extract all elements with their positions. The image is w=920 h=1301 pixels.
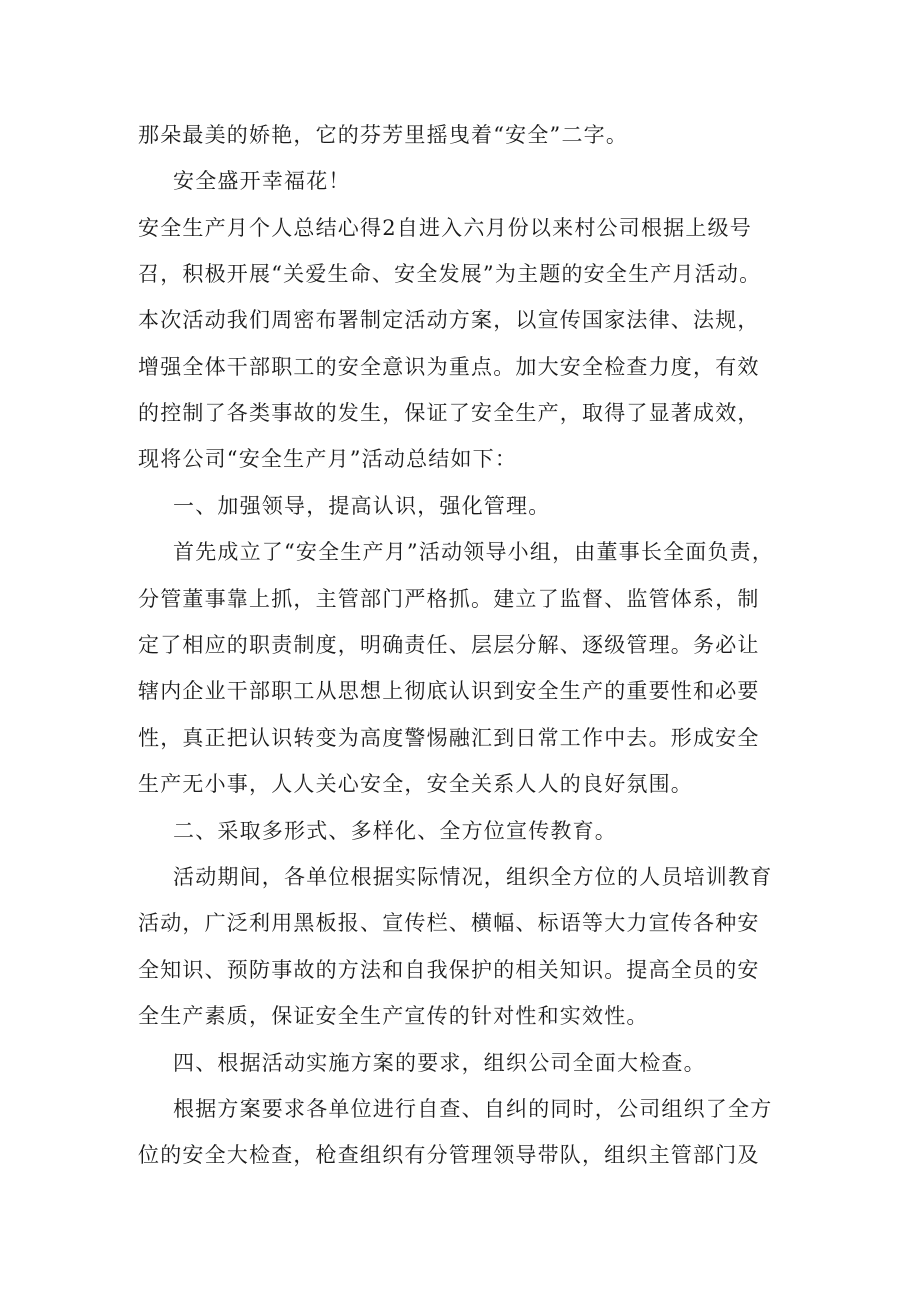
text-line: 现将公司“安全生产月”活动总结如下： <box>138 447 518 471</box>
text-line: 活动期间，各单位根据实际情况，组织全方位的人员培训教育 <box>173 865 773 889</box>
text-line: 生产无小事，人人关心安全，安全关系人人的良好氛围。 <box>138 772 693 796</box>
text-line: 增强全体干部职工的安全意识为重点。加大安全检查力度，有效 <box>138 355 760 379</box>
text-line: 辖内企业干部职工从思想上彻底认识到安全生产的重要性和必要 <box>138 679 760 703</box>
text-line: 位的安全大检查，枪查组织有分管理领导带队，组织主管部门及 <box>138 1143 760 1167</box>
section-heading: 一、加强领导，提高认识，强化管理。 <box>173 494 551 518</box>
text-line: 首先成立了“安全生产月”活动领导小组，由董事长全面负责， <box>173 540 775 564</box>
text-line: 那朵最美的娇艳，它的芬芳里摇曳着“安全”二字。 <box>138 123 629 147</box>
text-line: 全知识、预防事故的方法和自我保护的相关知识。提高全员的安 <box>138 958 760 982</box>
text-line: 定了相应的职责制度，明确责任、层层分解、逐级管理。务必让 <box>138 633 760 657</box>
text-line: 安全生产月个人总结心得2自进入六月份以来村公司根据上级号 <box>138 216 752 240</box>
text-line: 全生产素质，保证安全生产宣传的针对性和实效性。 <box>138 1004 649 1028</box>
text-line: 的控制了各类事故的发生，保证了安全生产，取得了显著成效， <box>138 401 760 425</box>
text-line: 本次活动我们周密布署制定活动方案，以宣传国家法律、法规， <box>138 308 760 332</box>
text-line: 召，积极开展“关爱生命、安全发展”为主题的安全生产月活动。 <box>138 262 762 286</box>
section-heading: 二、采取多形式、多样化、全方位宣传教育。 <box>173 819 617 843</box>
text-line: 分管董事靠上抓，主管部门严格抓。建立了监督、监管体系，制 <box>138 587 760 611</box>
text-line: 安全盛开幸福花！ <box>173 169 351 193</box>
section-heading: 四、根据活动实施方案的要求，组织公司全面大检查。 <box>173 1051 706 1075</box>
text-line: 根据方案要求各单位进行自查、自纠的同时，公司组织了全方 <box>173 1097 773 1121</box>
text-line: 活动，广泛利用黑板报、宣传栏、横幅、标语等大力宣传各种安 <box>138 911 760 935</box>
text-line: 性，真正把认识转变为高度警惕融汇到日常工作中去。形成安全 <box>138 726 760 750</box>
